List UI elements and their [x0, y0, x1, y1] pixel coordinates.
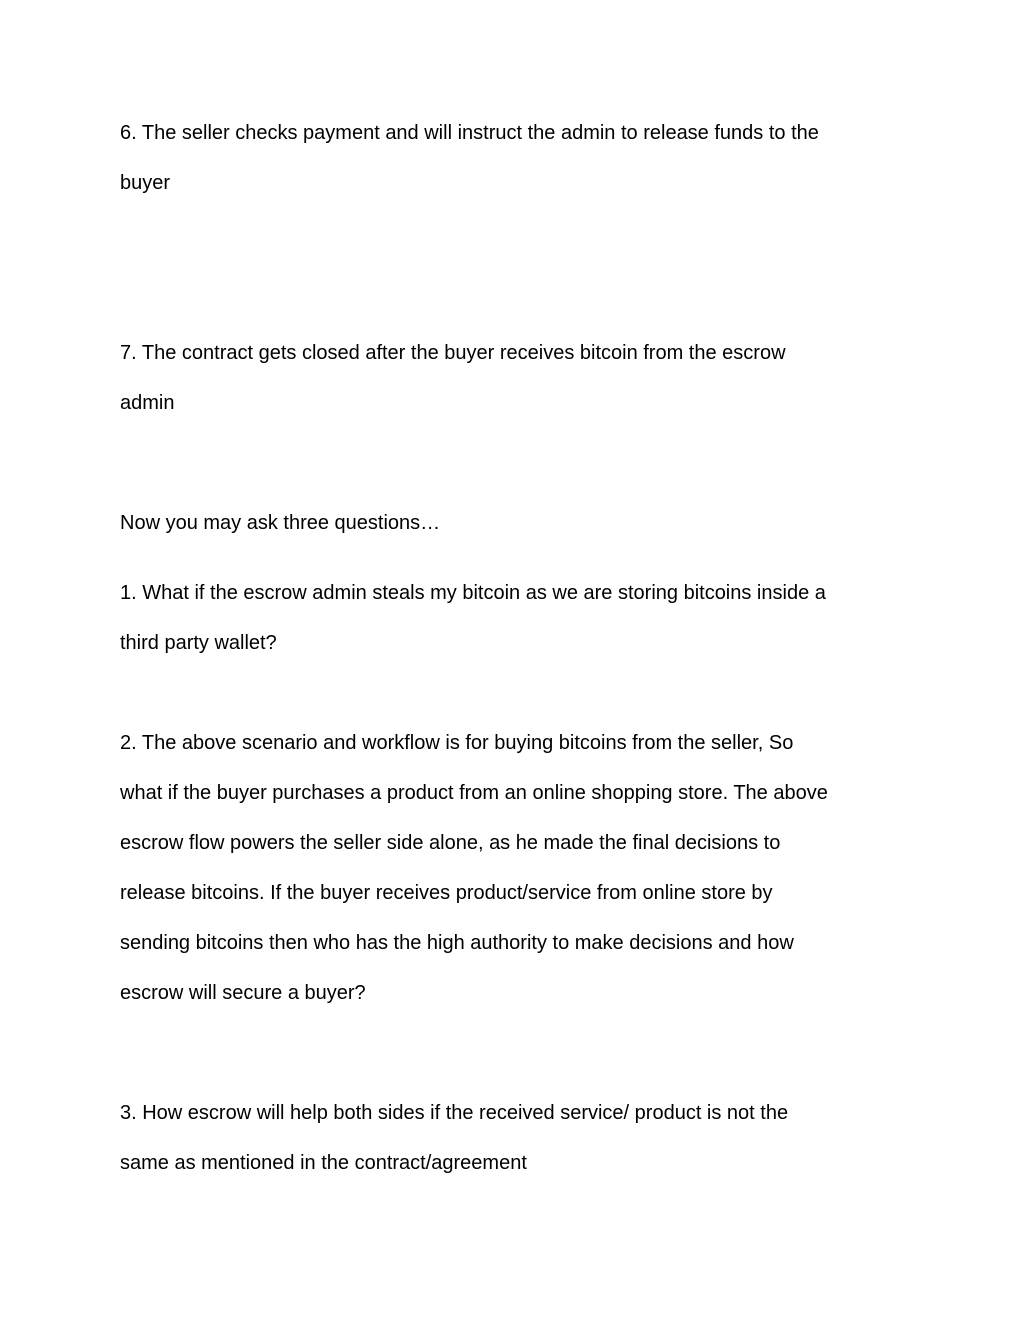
text-line: what if the buyer purchases a product from an online shopping store. The above [120, 782, 828, 804]
text-line: same as mentioned in the contract/agreement [120, 1152, 527, 1174]
text-line: 3. How escrow will help both sides if the received service/ product is not the [120, 1102, 789, 1124]
text-line: third party wallet? [120, 632, 277, 654]
text-line: 6. The seller checks payment and will instruct the admin to release funds to the [120, 122, 819, 144]
text-line: 2. The above scenario and workflow is for buying bitcoins from the seller, So [120, 732, 794, 754]
text-line: 1. What if the escrow admin steals my bitcoin as we are storing bitcoins inside a [120, 582, 826, 604]
text-line: escrow will secure a buyer? [120, 982, 366, 1004]
text-line: Now you may ask three questions… [120, 512, 441, 534]
text-line: escrow flow powers the seller side alone, as he made the final decisions to [120, 832, 781, 854]
text-line: release bitcoins. If the buyer receives product/service from online store by [120, 882, 773, 904]
text-line: sending bitcoins then who has the high authority to make decisions and how [120, 932, 794, 954]
text-line: buyer [120, 172, 171, 194]
text-line: admin [120, 392, 175, 414]
text-line: 7. The contract gets closed after the buyer receives bitcoin from the escrow [120, 342, 786, 364]
